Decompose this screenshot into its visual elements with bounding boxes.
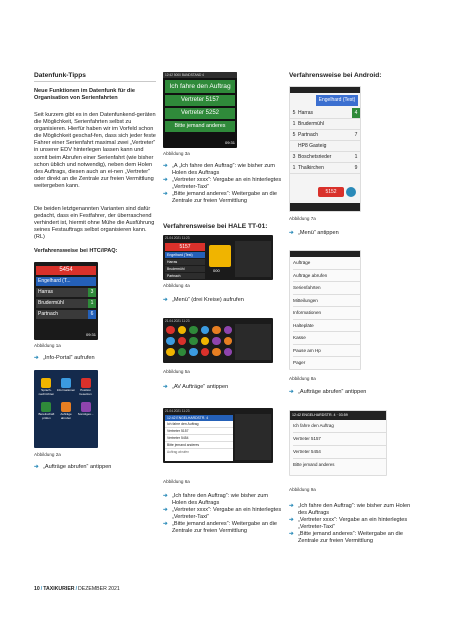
stand-name[interactable]: Thalkirchen <box>298 165 324 171</box>
menu-item[interactable]: Mitteilungen <box>293 295 360 308</box>
amount-badge: 5454 <box>36 266 96 275</box>
app-icon[interactable] <box>212 348 221 356</box>
driver-name: Engelhard (Test) <box>165 252 205 258</box>
caption-5a: Abbildung 5a <box>163 369 190 374</box>
screenshot-android-8a <box>289 250 361 370</box>
status-bar: 12:42 5000 BANDSTAND 4 <box>163 72 237 78</box>
step-8a: ➔ „Aufträge abrufen“ antippen <box>289 389 367 395</box>
divider <box>34 81 156 82</box>
arrow-icon: ➔ <box>289 531 294 538</box>
app-icon[interactable] <box>224 337 233 345</box>
nav-bar <box>290 203 361 211</box>
app-icon[interactable] <box>189 337 198 345</box>
arrow-icon: ➔ <box>289 517 294 524</box>
option-delegate[interactable]: Vertreter 5157 <box>165 428 233 435</box>
status-bar <box>290 87 360 93</box>
arrow-icon: ➔ <box>34 464 39 470</box>
someone-else-button[interactable]: Bitte jemand anderes <box>165 121 235 132</box>
app-icon[interactable] <box>212 337 221 345</box>
menu-item[interactable]: Pager <box>293 360 306 365</box>
menu-item[interactable]: Kasse <box>293 332 360 345</box>
tile-other[interactable]: Sonstiges... <box>77 402 94 420</box>
more-icon <box>81 402 91 412</box>
option-someone-else[interactable]: Bitte jemand anderes <box>165 442 233 449</box>
driver-name: Engelhard (Test) <box>316 95 358 106</box>
arrow-icon: ➔ <box>289 503 294 509</box>
stand-name: Partnach <box>38 311 59 317</box>
delegate-button[interactable]: Vertreter 5157 <box>165 95 235 106</box>
section-hale: Verfahrensweise bei HALE TT-01: <box>163 223 268 230</box>
step-2a: ➔ „Aufträge abrufen“ antippen <box>34 464 112 470</box>
caption-7a: Abbildung 7a <box>289 216 316 221</box>
arrow-icon: ➔ <box>163 384 168 390</box>
clock: 09:31 <box>85 332 96 337</box>
caption-4a: Abbildung 4a <box>163 283 190 288</box>
arrow-icon: ➔ <box>163 521 168 528</box>
screenshot-android-9a <box>289 410 387 476</box>
stand-count: 6 <box>88 310 96 319</box>
stand-name[interactable]: Partnach <box>298 132 319 138</box>
position-icon <box>81 378 91 388</box>
caption-6a: Abbildung 6a <box>163 479 190 484</box>
accept-order-button[interactable]: Ich fahre den Auftrag <box>165 80 235 93</box>
driver-name: Engelhard (T... <box>36 277 96 286</box>
column1-header: Datenfunk-Tipps <box>34 72 86 79</box>
stand-name: Brudermühl <box>38 300 64 306</box>
arrow-icon: ➔ <box>34 355 39 361</box>
arrow-icon: ➔ <box>163 163 168 169</box>
steps-6a: ➔ „Ich fahre den Auftrag“: wie bisher zum Holen des Auftrags ➔ „Vertreter xxxx“: Vergabe an ein hinterlegtes „Vertreter-Taxi“ ➔ „Bitte jemand anderes“: Weitergabe an die Zentrale zur freien Vermittlung <box>163 493 282 535</box>
section-htc: Verfahrensweise bei HTC/IPAQ: <box>34 248 118 254</box>
screenshot-htc-3a <box>163 72 237 148</box>
stand-name: Brudermühl <box>165 266 205 272</box>
option-accept[interactable]: Ich fahre den Auftrag <box>165 421 233 428</box>
app-icon[interactable] <box>212 326 221 334</box>
number-badge: 5157 <box>165 243 205 251</box>
step-4a: ➔ „Menü“ (drei Kreise) aufrufen <box>163 297 244 303</box>
caption-3a: Abbildung 3a <box>163 151 190 156</box>
stand-name: Partnach <box>165 273 205 279</box>
page-footer: 10/TAXIKURIER/DEZEMBER 2021 <box>34 586 120 592</box>
stand-name[interactable]: Harras <box>298 110 314 116</box>
option-accept[interactable]: Ich fahre den Auftrag <box>293 420 386 433</box>
app-icon[interactable] <box>201 326 210 334</box>
arrow-icon: ➔ <box>163 297 168 303</box>
tile-readiness[interactable]: Bereitschaft prüfen <box>38 402 55 420</box>
fetch-order-link[interactable]: Auftrag abrufen <box>167 450 189 454</box>
delegate-button[interactable]: Vertreter 5252 <box>165 108 235 119</box>
arrow-icon: ➔ <box>163 191 168 198</box>
app-icon[interactable] <box>224 326 233 334</box>
menu-icon[interactable] <box>346 187 356 197</box>
screenshot-hale-5a <box>163 318 273 363</box>
caption-1a: Abbildung 1a <box>34 343 61 348</box>
counter: 000 <box>213 268 220 273</box>
step-1a: ➔ „Info-Portal“ aufrufen <box>34 355 95 361</box>
app-icon[interactable] <box>178 348 187 356</box>
status-bar: 21.04.2021 11:23 <box>165 409 190 413</box>
menu-item[interactable]: Aufträge abrufen <box>293 270 360 283</box>
stand-name: Harras <box>38 289 54 295</box>
page-number: 10 <box>34 586 40 592</box>
app-icon[interactable] <box>166 348 175 356</box>
steps-9a: ➔ „Ich fahre den Auftrag“: wie bisher zum Holen des Auftrags ➔ „Vertreter xxxx“: Vergabe an ein hinterlegtes „Vertreter-Taxi“ ➔ „Bitte jemand anderes“: Weitergabe an die Zentrale zur freien Vermittlung <box>289 503 411 545</box>
intro-paragraph-2: Die beiden letztgenannten Varianten sind dafür gedacht, dass ein Festfahrer, der überraschend verhindert ist, hiermit ohne Mühe die Ausführung seines Festauftrags selbst organisieren kann. (RL) <box>34 206 155 241</box>
menu-item[interactable]: Serienfahrten <box>293 282 360 295</box>
screenshot-hale-6a <box>163 408 273 463</box>
steps-3a: ➔ „A „Ich fahre den Auftrag“: wie bisher zum Holen des Auftrags ➔ „Vertreter xxxx“: Vergabe an ein hinterlegtes „Vertreter-Taxi“ ➔ „Bitte jemand anderes“: Weitergabe an die Zentrale zur freien Vermittlung <box>163 163 282 205</box>
arrow-icon: ➔ <box>289 389 294 395</box>
menu-item[interactable]: Pause am Hp <box>293 345 360 358</box>
tile-voice-messages[interactable]: Sprach- nachrichten <box>38 378 55 396</box>
step-5a: ➔ „AV Aufträge“ antippen <box>163 384 229 390</box>
app-icon[interactable] <box>201 337 210 345</box>
option-delegate[interactable]: Vertreter 5157 <box>293 433 386 446</box>
intro-paragraph-1: Seit kurzem gibt es in den Datenfunkend-geräten die Möglichkeit, Serienfahrten selbst zu organisieren. Hierfür haben wir im Vorfeld schon die Möglichkeit geschaf-fen, dass sich jeder feste Fahrer einer Serienfahrt maximal zwei „Vertreter“ in unserer EDV hinterlegen lassen kann und somit beim Abrufen einer Serienfahrt (wie bisher schon üblich und notwendig), neben dem Holen des Auftrags, diesen auch an ei-nen „Vertreter“ oder direkt an die Zentrale zur freien Vermittlung weitergeben kann. <box>34 112 156 189</box>
option-someone-else[interactable]: Bitte jemand anderes <box>293 462 335 467</box>
clock: 09:31 <box>224 140 235 145</box>
option-delegate[interactable]: Vertreter 5454 <box>293 446 386 459</box>
stand-name[interactable]: Brudermühl <box>298 121 324 127</box>
tile-information[interactable]: Informationen <box>57 378 75 396</box>
caption-8a: Abbildung 8a <box>289 376 316 381</box>
arrow-icon: ➔ <box>163 493 168 499</box>
step-7a: ➔ „Menü“ antippen <box>289 230 339 236</box>
stand-count: 1 <box>88 299 96 308</box>
side-panel <box>235 241 271 277</box>
order-title: 12:42 ENGELHARDSTR. 4 <box>165 415 233 421</box>
orders-icon <box>61 402 71 412</box>
check-icon <box>41 402 51 412</box>
caption-9a: Abbildung 9a <box>289 487 316 492</box>
number-badge: 5152 <box>318 187 344 197</box>
option-delegate[interactable]: Vertreter 5454 <box>165 435 233 442</box>
app-icon[interactable] <box>178 326 187 334</box>
status-bar: 21.04.2021 11:23 <box>165 319 190 323</box>
screenshot-htc-2a <box>34 370 98 448</box>
info-icon <box>61 378 71 388</box>
screenshot-htc-1a <box>34 262 98 340</box>
stand-name[interactable]: Boschetsrieder <box>298 154 332 160</box>
menu-item[interactable]: Haltepläte <box>293 320 360 333</box>
app-icon[interactable] <box>189 326 198 334</box>
arrow-icon: ➔ <box>163 507 168 514</box>
magazine-name: TAXIKURIER <box>43 586 75 592</box>
intro-title: Neue Funktionen im Datenfunk für die Organisation von Serienfahrten <box>34 88 136 102</box>
menu-item[interactable]: Aufträge <box>293 257 360 270</box>
app-icon[interactable] <box>166 337 175 345</box>
side-panel <box>235 414 271 460</box>
side-panel <box>235 324 271 360</box>
map-icon <box>209 245 231 267</box>
stand-name[interactable]: HP8 Gasteig <box>298 143 327 149</box>
app-icon[interactable] <box>224 348 233 356</box>
stand-name: Harras <box>165 259 205 265</box>
stand-count: 3 <box>88 288 96 297</box>
status-bar: 21.04.2021 11:23 <box>165 236 190 240</box>
tile-fetch-orders[interactable]: Aufträge abrufen <box>57 402 75 420</box>
app-icon[interactable] <box>201 348 210 356</box>
screenshot-android-7a: Engelhard (Test) 5 Harras 4 1 Brudermühl 5 Partnach 7 HP8 Gasteig 3 Boschetsrieder 1 1 Thalkirchen 9 5152 <box>289 86 361 212</box>
screenshot-hale-4a <box>163 235 273 280</box>
app-icon[interactable] <box>189 348 198 356</box>
message-icon <box>41 378 51 388</box>
issue-date: DEZEMBER 2021 <box>78 586 120 592</box>
arrow-icon: ➔ <box>163 177 168 184</box>
menu-item[interactable]: Informationen <box>293 307 360 320</box>
app-icon[interactable] <box>178 337 187 345</box>
order-title: 12:42 ENGELHARDSTR. 4 · 03:59 <box>290 411 386 420</box>
app-icon[interactable] <box>166 326 175 334</box>
tile-position[interactable]: Position besetzen <box>77 378 94 396</box>
caption-2a: Abbildung 2a <box>34 452 61 457</box>
column3-header: Verfahrensweise bei Android: <box>289 72 382 79</box>
arrow-icon: ➔ <box>289 230 294 236</box>
